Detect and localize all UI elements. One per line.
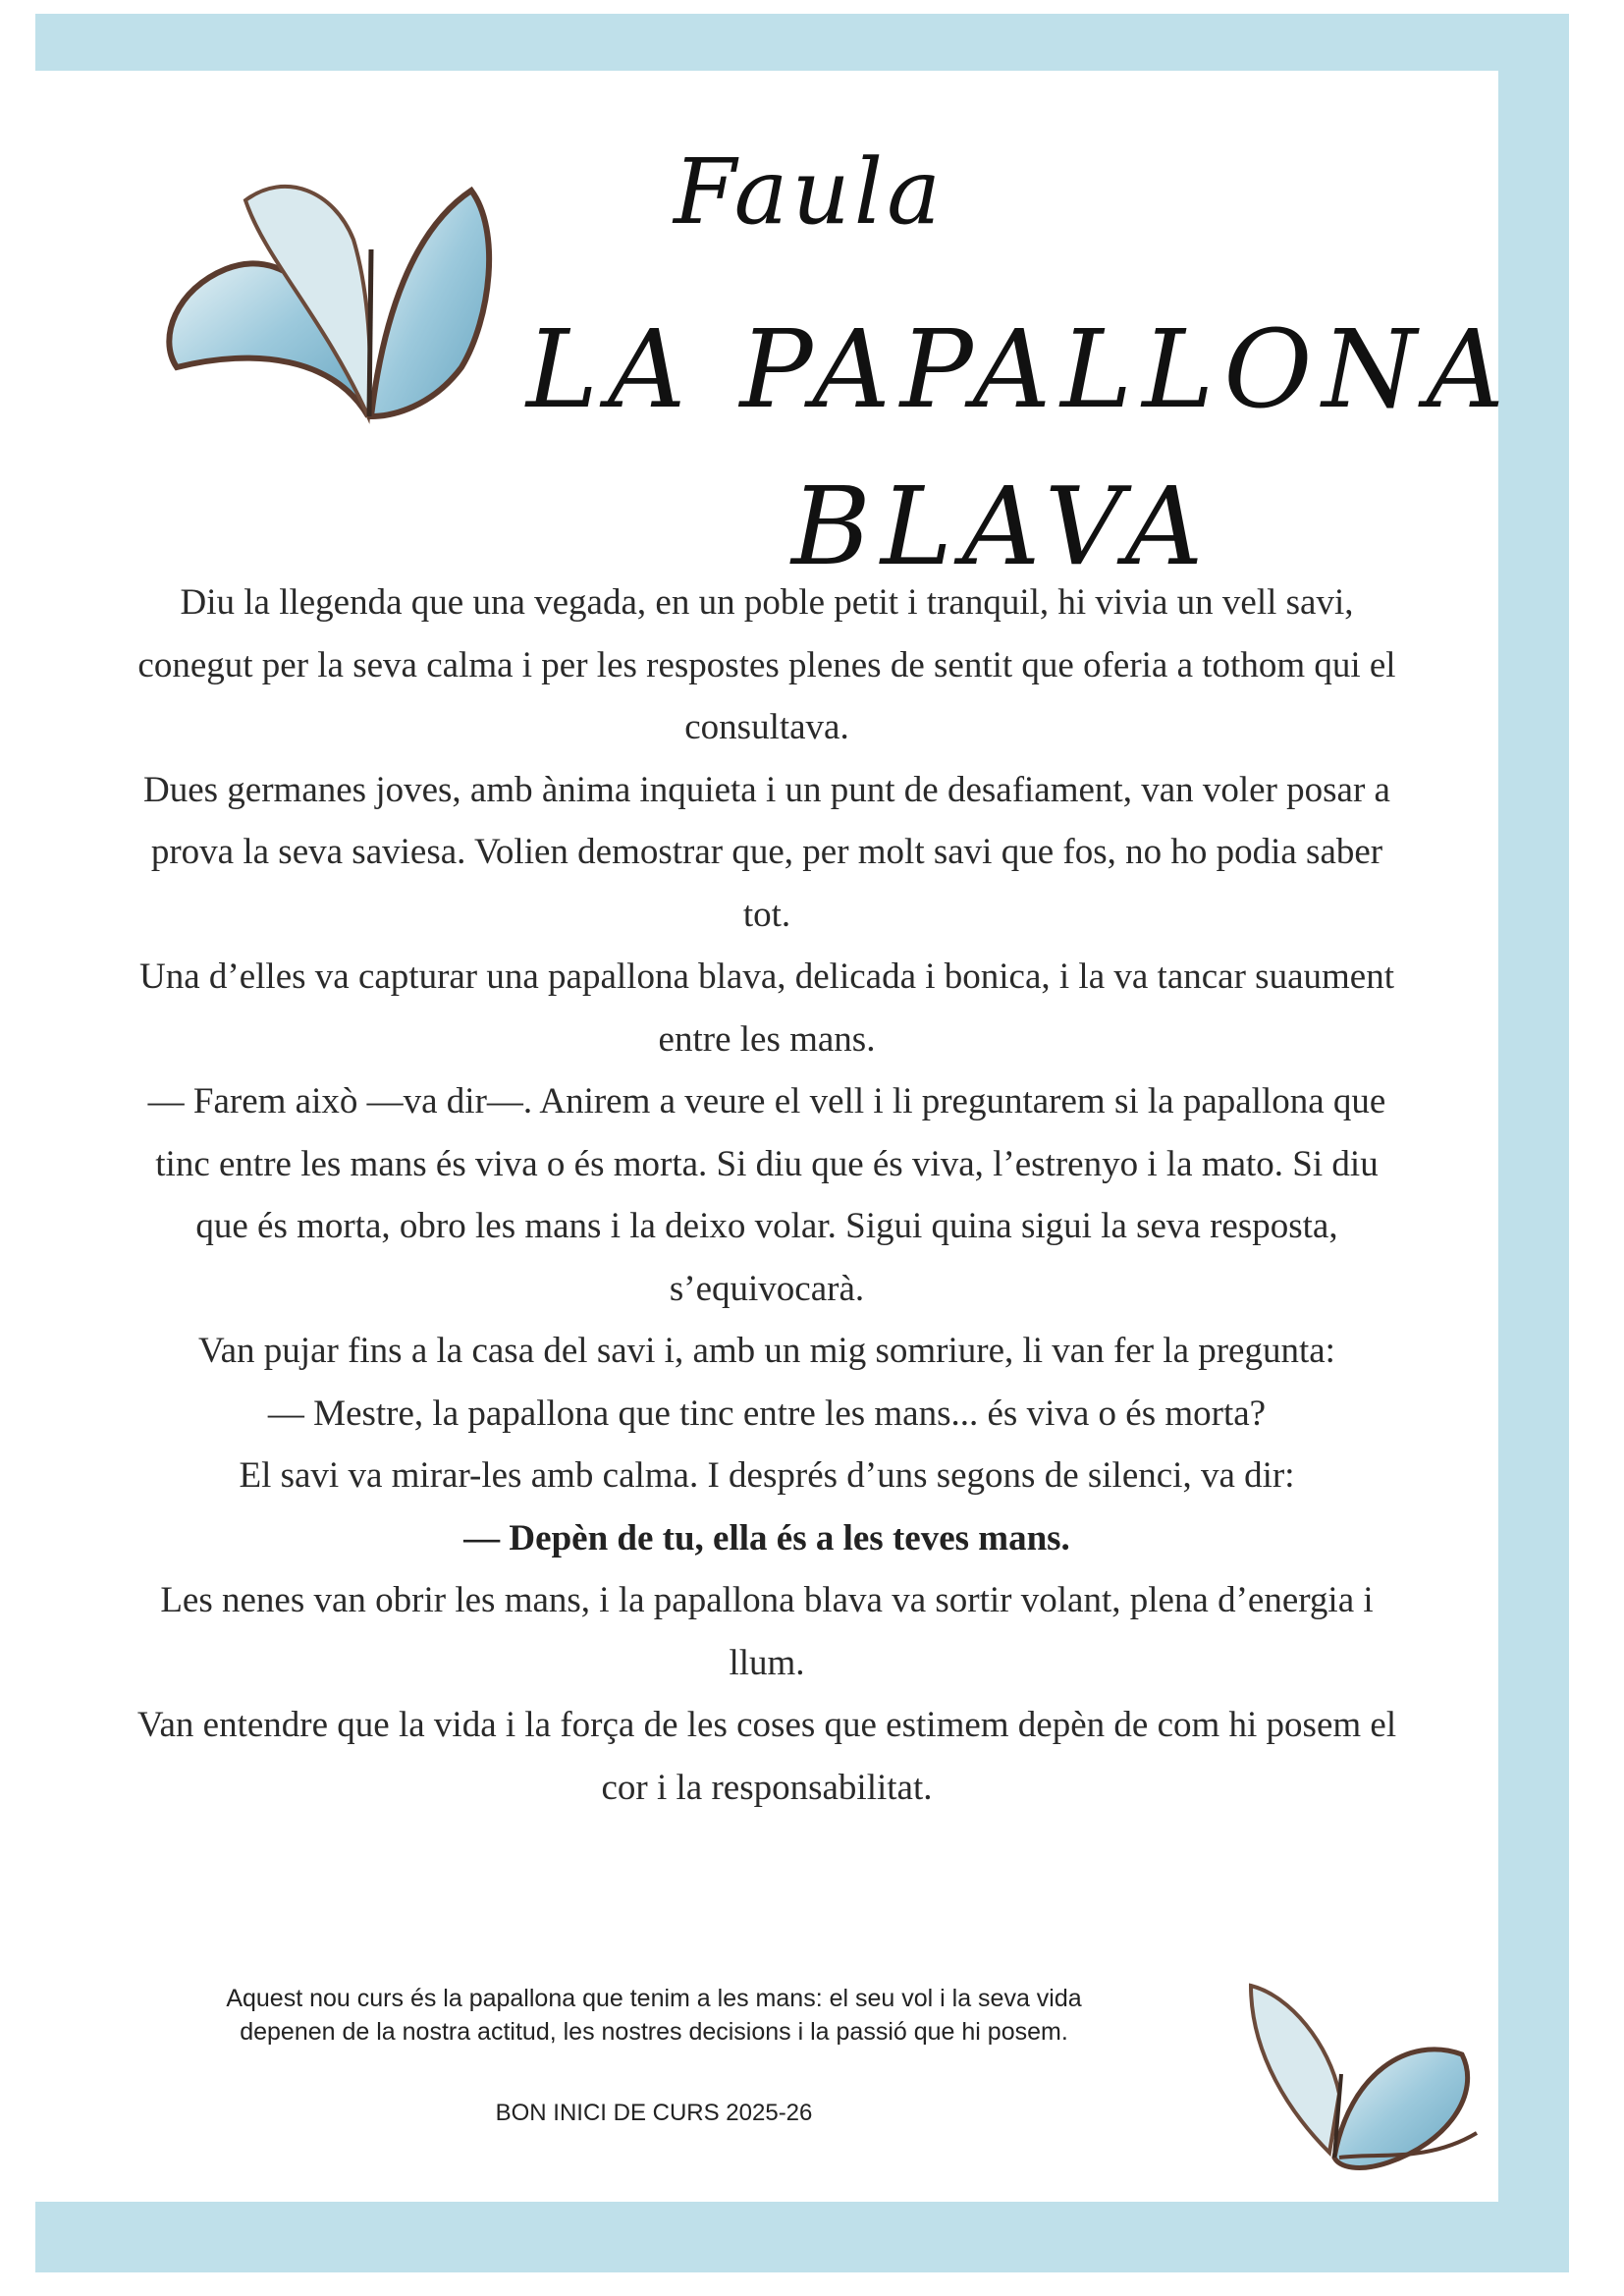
story-paragraph: Una d’elles va capturar una papallona blava, delicada i bonica, i la va tancar suaument entre les mans. — [139, 957, 1394, 1060]
story-key-line: — Depèn de tu, ella és a les teves mans. — [463, 1517, 1070, 1558]
story-paragraph: El savi va mirar-les amb calma. I després d’uns segons de silenci, va dir: — [239, 1455, 1295, 1496]
footer-line: depenen de la nostra actitud, les nostres decisions i la passió que hi posem. — [240, 2018, 1068, 2046]
butterfly-icon — [137, 122, 520, 436]
story-paragraph: — Farem això —va dir—. Anirem a veure el vell i li preguntarem si la papallona que tinc entre les mans és viva o és morta. Si diu que és viva, l’estrenyo i la mato. Si diu que és morta, obro les mans i la deixo volar. Sigui quina sigui la seva resposta, s’equivocarà. — [147, 1081, 1386, 1309]
story-text — [134, 572, 1400, 1819]
title-line-2: BLAVA — [791, 464, 1214, 589]
story-paragraph: Van pujar fins a la casa del savi i, amb un mig somriure, li van fer la pregunta: — [198, 1331, 1335, 1371]
poster-sheet — [35, 71, 1515, 2202]
story-paragraph: — Mestre, la papallona que tinc entre les mans... és viva o és morta? — [267, 1393, 1267, 1434]
butterfly-icon — [1231, 1956, 1496, 2192]
story-paragraph: Les nenes van obrir les mans, i la papallona blava va sortir volant, plena d’energia i llum. — [160, 1580, 1374, 1683]
title-line-1: LA PAPALLONA — [526, 306, 1515, 432]
title-block — [526, 110, 1515, 601]
footer-message — [114, 1982, 1194, 2049]
story-paragraph: Diu la llegenda que una vegada, en un poble petit i tranquil, hi vivia un vell savi, conegut per la seva calma i per les respostes plenes de sentit que oferia a tothom qui el consultava. — [137, 582, 1396, 747]
story-paragraph: Van entendre que la vida i la força de les coses que estimem depèn de com hi posem el cor i la responsabilitat. — [136, 1705, 1397, 1808]
footer-motto: BON INICI DE CURS 2025-26 — [495, 2100, 813, 2126]
title-label: Faula — [674, 139, 945, 245]
story-paragraph: Dues germanes joves, amb ànima inquieta i un punt de desafiament, van voler posar a prova la seva saviesa. Volien demostrar que, per molt savi que fos, no ho podia saber tot. — [143, 769, 1390, 935]
footer-line: Aquest nou curs és la papallona que tenim a les mans: el seu vol i la seva vida — [226, 1985, 1082, 2012]
